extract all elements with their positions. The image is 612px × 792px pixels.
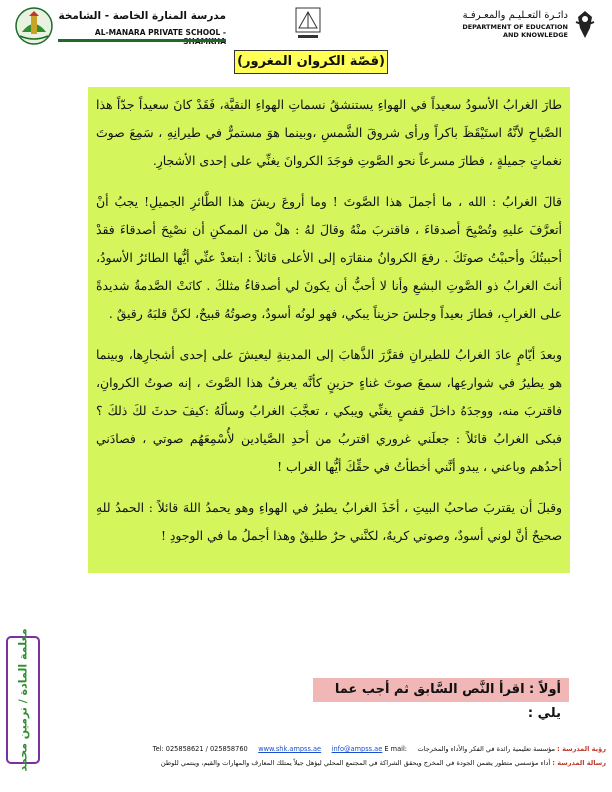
- story-paragraph: وبعدَ أيّامٍ عادَ الغرابُ للطيرانِ فقرَّرَ الذَّهابَ إلى المدينةِ ليعيشَ على إحدى أشجارِها، وبينما هو يطيرُ في شوارعِها، سمعَ صوتَ غناءٍ حزينٍ كأنَّه يعرفُ هذا الصَّوتَ ، إنه صوتُ الكروانِ، فاقتربَ منه، ووجدَهُ داخلَ قفصٍ يغنِّي ويبكي ، تعجَّبَ الغرابُ وسألَهُ :كيفَ حدثَ لكَ ذلكَ ؟ فبكى الغرابُ قائلاً : جعلَني غروري اقتربُ من أحدِ الصَّيادين لأُسْمِعَهُم صوتي ، فصادَني أحدُهم وباعني ، يبدو أنَّني أخطأتُ في حقِّكَ أيُّها الغراب !: [96, 347, 562, 474]
- department-name-en: [448, 23, 568, 39]
- center-emblem-icon: [293, 4, 323, 44]
- page-header: [0, 0, 612, 50]
- school-logo-icon: [14, 6, 54, 46]
- question-heading: أولاً : اقرأ النَّص السَّابق ثم أجب عما يلي :: [313, 678, 569, 702]
- school-name-en: AL-MANARA PRIVATE SCHOOL -: [94, 28, 226, 37]
- teacher-label-box: [6, 628, 40, 772]
- vision-label: رؤية المدرسة :: [557, 745, 606, 753]
- header-divider: [58, 39, 226, 42]
- story-paragraph: قالَ الغرابُ : الله ، ما أجملَ هذا الصَّوتَ ! وما أروعَ ريشَ هذا الطَّائرِ الجميلِ! يجبُ أنْ أتعرَّفَ عليهِ وتُصْبِحَ أصدقاءَ ، فاقتربَ منْهُ وقالَ لهُ : هلْ من الممكنِ أن نصْبِحَ أصدقاءَ فقدْ أحببتُكَ وأحببْتُ صوتَكَ . رفعَ الكروانُ منقارَه إلى الأعلى قائلاً : ابتعدْ عنِّي أيُّها الطائرُ الأسودُ، أنتَ الغرابُ ذو الصَّوتِ البشعِ وأنا لا أحبُّ أن يكونَ لي أصدقاءُ مثلكَ . كانَتْ الصَّدمةُ شديدةً على الغرابِ، فطارَ بعيداً وجلسَ حزيناً يبكي، فهو لونُه أسودٌ، وصوتُهُ قبيحٌ، لكنَّ قلبَهُ رقيقٌ .: [96, 194, 562, 321]
- school-identity: [14, 6, 224, 46]
- email-label: E mail:: [384, 745, 408, 753]
- page-footer: [62, 742, 606, 782]
- school-name-ar: مدرسة المنارة الخاصة - الشامخة: [58, 10, 226, 22]
- department-identity: [438, 8, 598, 44]
- footer-mission-line: [62, 756, 606, 770]
- teacher-label: معلمة المادة / نرمين محمد: [16, 628, 30, 772]
- falcon-emblem-icon: [572, 8, 598, 42]
- story-title: (قصّة الكروان المغرور): [234, 50, 388, 74]
- website-link[interactable]: www.shk.ampss.ae: [258, 745, 322, 753]
- department-name-en-line2: AND KNOWLEDGE: [502, 31, 568, 39]
- story-paragraph: طارَ الغرابُ الأسودُ سعيداً في الهواءِ يستنشقُ نسماتِ الهواءِ النقيَّة، فَقَدْ كانَ سعيداً جدّاً هذا الصَّباحِ لأنَّهُ استَيْقَظَ باكراً ورأى شروقَ الشَّمسِ ،وبينما هوَ مستمرٌّ في طيرانِهِ ، سَمِعَ صوتَ نغماتٍ جميلةٍ ، فطارَ مسرعاً نحو الصَّوتِ فوجَدَ الكروانَ يغنِّي على إحدى الأشجارِ.: [96, 97, 562, 168]
- email-link[interactable]: info@ampss.ae: [331, 745, 383, 753]
- story-paragraph: وقبلَ أن يقتربَ صاحبُ البيتِ ، أخَذَ الغرابُ يطيرُ في الهواءِ وهو يحمدُ اللهَ قائلاً : الحمدُ للهِ صحيحٌ أنَّ لوني أسودٌ، وصوتي كريهٌ، لكنَّني حرٌ طليقٌ وهذا أجملُ ما في الوجودِ !: [96, 500, 562, 544]
- vision-text: مؤسسة تعليمية رائدة في الفكر والأداء والمخرجات: [417, 745, 556, 753]
- department-name-en-line1: DEPARTMENT OF EDUCATION: [462, 23, 568, 31]
- phone-numbers: Tel: 025858621 / 025858760: [152, 745, 248, 753]
- department-name-ar: دائـرة التعـليـم والمعـرفـة: [462, 10, 568, 21]
- story-text-box: [88, 87, 570, 573]
- mission-label: رسالة المدرسة :: [552, 759, 606, 767]
- footer-vision-line: [62, 742, 606, 756]
- mission-text: أداء مؤسسي متطور يضمن الجودة في المخرج ويحقق الشراكة في المجتمع المحلي ليؤهل جيلاً يمتلك المعارف والمهارات والقيم، وينتمي للوطن: [160, 759, 551, 767]
